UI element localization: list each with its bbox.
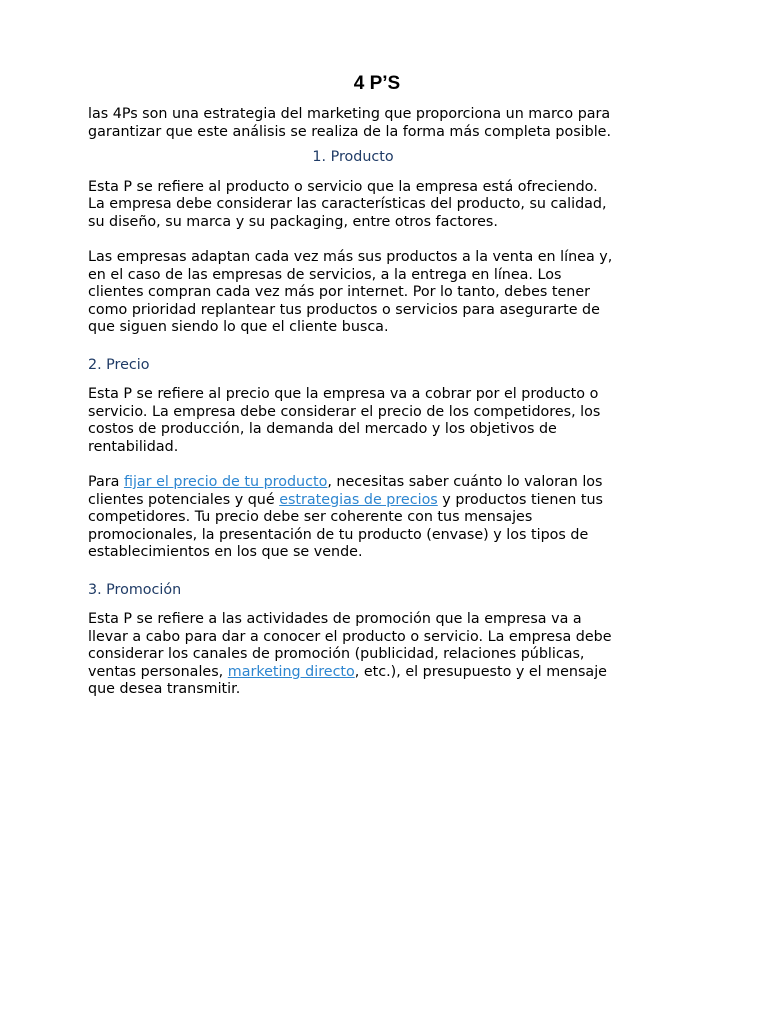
heading-promocion: 3. Promoción (88, 581, 182, 598)
producto-paragraph-2: Las empresas adaptan cada vez más sus productos a la venta en línea y, en el caso de las empresas de servicios, a la entrega en línea. Los clientes compran cada vez más por internet. Por lo tanto, debes tener como prioridad replantear tus productos o servicios para asegurarte de que siguen siendo lo que el cliente busca. (88, 249, 613, 335)
precio-paragraph-2 (88, 474, 618, 562)
promocion-text-b: , etc.), el presupuesto y el mensaje que desea transmitir. (88, 663, 607, 697)
link-fijar-precio[interactable]: fijar el precio de tu producto (123, 474, 328, 490)
heading-producto: 1. Producto (312, 149, 394, 165)
link-estrategias-precios[interactable]: estrategias de precios (279, 491, 438, 508)
heading-precio: 2. Precio (88, 356, 150, 373)
producto-paragraph-1: Esta P se refiere al producto o servicio que la empresa está ofreciendo. La empresa debe considerar las características del producto, su calidad, su diseño, su marca y su packaging, entre otros factores. (88, 178, 607, 230)
promocion-paragraph-1 (88, 611, 618, 699)
intro-paragraph: las 4Ps son una estrategia del marketing que proporciona un marco para garantizar que este análisis se realiza de la forma más completa posible. (88, 106, 612, 140)
precio-text-c: y productos tienen tus competidores. Tu precio debe ser coherente con tus mensajes promocionales, la presentación de tu producto (envase) y los tipos de establecimientos en los que se vende. (88, 491, 603, 560)
link-marketing-directo[interactable]: marketing directo (227, 663, 355, 680)
promocion-text-a: Esta P se refiere a las actividades de promoción que la empresa va a llevar a cabo para dar a conocer el producto o servicio. La empresa debe considerar los canales de promoción (publicidad, relaciones públicas, ventas personales, (88, 611, 612, 680)
precio-text-b: , necesitas saber cuánto lo valoran los clientes potenciales y qué (88, 474, 603, 508)
precio-paragraph-1: Esta P se refiere al precio que la empresa va a cobrar por el producto o servicio. La empresa debe considerar el precio de los competidores, los costos de producción, la demanda del mercado y los objetivos de rentabilidad. (88, 386, 601, 455)
document-title: 4 P’S (353, 73, 401, 94)
precio-text-a: Para (88, 474, 124, 490)
